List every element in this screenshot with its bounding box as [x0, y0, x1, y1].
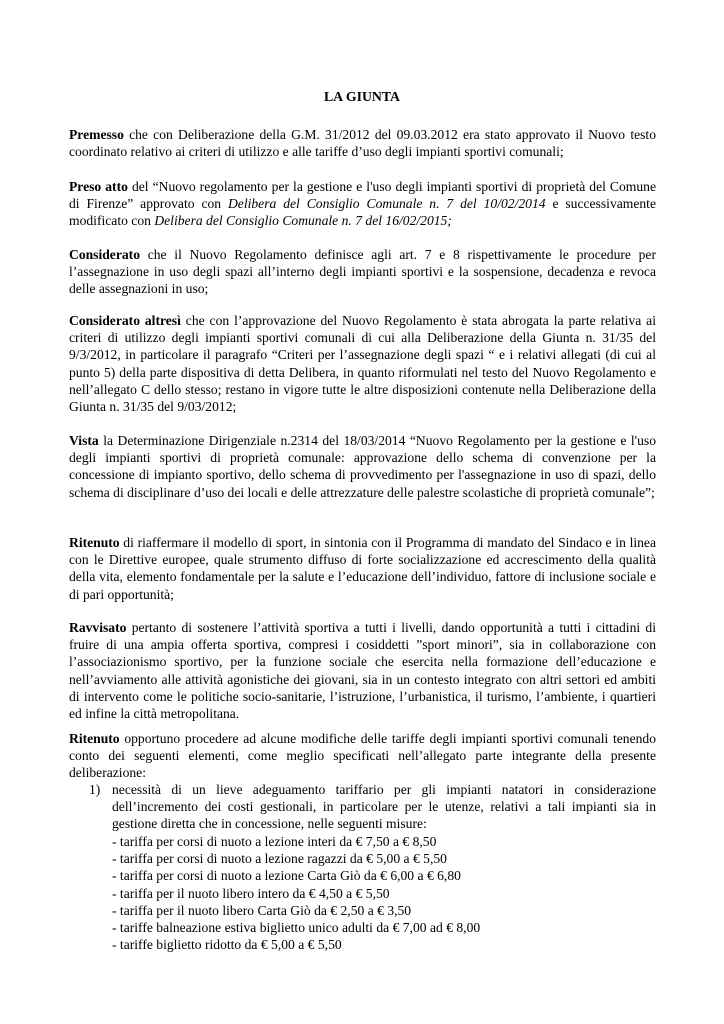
paragraph-considerato — [69, 246, 656, 298]
paragraph-lead: Ritenuto — [69, 535, 120, 550]
paragraph-ravvisato — [69, 619, 656, 722]
tariff-list-item: - tariffe biglietto ridotto da € 5,00 a € 5,50 — [112, 937, 342, 953]
delibera-reference: Delibera del Consiglio Comunale n. 7 del 16/02/2015; — [154, 213, 452, 229]
paragraph-text: che il Nuovo Regolamento definisce agli art. 7 e 8 rispettivamente le procedure per l’assegnazione in uso degli spazi all’interno degli impianti sportivi e la sospensione, decadenza e revoca delle assegnazioni in uso; — [69, 247, 656, 297]
tariff-list-item: - tariffa per corsi di nuoto a lezione interi da € 7,50 a € 8,50 — [112, 834, 437, 849]
paragraph-lead: Considerato — [69, 247, 140, 262]
paragraph-text: del “Nuovo regolamento per la gestione e l'uso degli impianti sportivi di proprietà del Comune di Firenze” approvato con — [69, 179, 657, 212]
tariff-list-item: - tariffe balneazione estiva biglietto unico adulti da € 7,00 ad € 8,00 — [112, 919, 481, 935]
list-item-text: necessità di un lieve adeguamento tariffario per gli impianti natatori in considerazione dell’incremento dei costi gestionali, in particolare per le utenze, relativi a tali impianti sia in gestione diretta che in concessione, nelle seguenti misure: — [112, 782, 656, 832]
paragraph-text: pertanto di sostenere l’attività sportiva a tutti i livelli, dando opportunità a tutti i cittadini di fruire di una ampia offerta sportiva, compresi i cosiddetti ”sport minori”, sia in collaborazione con l’associazionismo sportivo, per la funzione sociale che esercita nella formazione dell’educazione e nell’avviamento alle attività agonistiche dei giovani, sia in un contesto integrato con altri settori ed ambiti di intervento come le politiche socio-sanitarie, l’istruzione, l’urbanistica, il turismo, l’ambiente, i quartieri ed infine la città metropolitana. — [69, 620, 656, 722]
tariff-list-item: - tariffa per il nuoto libero intero da € 4,50 a € 5,50 — [112, 885, 390, 901]
paragraph-text: che con Deliberazione della G.M. 31/2012 del 09.03.2012 era stato approvato il Nuovo testo coordinato relativo ai criteri di utilizzo e alle tariffe d’uso degli impianti sportivi comunali; — [69, 127, 656, 160]
paragraph-preso-atto — [69, 178, 656, 230]
paragraph-text: opportuno procedere ad alcune modifiche delle tariffe degli impianti sportivi comunali tenendo conto dei seguenti elementi, come meglio specificati nell’allegato parte integrante della presente deliberazione: — [69, 731, 656, 781]
document-title: LA GIUNTA — [323, 89, 401, 104]
paragraph-lead: Ravvisato — [69, 620, 127, 635]
tariff-list-item: - tariffa per corsi di nuoto a lezione ragazzi da € 5,00 a € 5,50 — [112, 851, 447, 867]
paragraph-ritenuto-opportuno — [69, 730, 656, 782]
delibera-reference: Delibera del Consiglio Comunale n. 7 del 10/02/2014 — [227, 196, 546, 212]
numbered-list — [89, 781, 656, 961]
tariff-list-item: - tariffa per il nuoto libero Carta Giò da € 2,50 a € 3,50 — [112, 902, 412, 918]
paragraph-ritenuto — [69, 534, 656, 603]
paragraph-lead: Vista — [69, 433, 99, 448]
paragraph-text: che con l’approvazione del Nuovo Regolamento è stata abrogata la parte relativa ai criteri di utilizzo degli impianti sportivi comunali di cui alla Deliberazione della Giunta n. 31/35 del 9/3/2012, in particolare il paragrafo “Criteri per l’assegnazione degli spazi “ e i relativi allegati (di cui al punto 5) della parte dispositiva di detta Delibera, in quanto riformulati nel testo del Nuovo Regolamento e nell’allegato C dello stesso; restano in vigore tutte le altre disposizioni contenute nella Deliberazione della Giunta n. 31/35 del 9/03/2012; — [69, 313, 656, 415]
paragraph-text: e successivamente modificato con — [69, 196, 656, 229]
list-item-number: 1) — [89, 782, 101, 797]
paragraph-lead: Preso atto — [69, 179, 128, 194]
paragraph-vista — [69, 432, 656, 501]
paragraph-text: la Determinazione Dirigenziale n.2314 del 18/03/2014 “Nuovo Regolamento per la gestione e l'uso degli impianti sportivi di proprietà comunale: approvazione dello schema di convenzione per la concessione di impianto sportivo, dello schema di provvedimento per l'assegnazione in uso di spazi, dello schema di disciplinare d’uso dei locali e delle attrezzature delle palestre scolastiche di proprietà comunale”; — [69, 433, 656, 500]
paragraph-text: di riaffermare il modello di sport, in sintonia con il Programma di mandato del Sindaco e in linea con le Direttive europee, quale strumento diffuso di forte socializzazione ed accrescimento della qualità della vita, elemento fondamentale per la salute e l’educazione dell’individuo, fattore di inclusione sociale e di pari opportunità; — [69, 535, 656, 602]
paragraph-lead: Considerato altresì — [69, 313, 181, 328]
paragraph-lead: Premesso — [69, 127, 124, 142]
paragraph-premesso — [69, 126, 656, 160]
tariff-list-item: - tariffa per corsi di nuoto a lezione Carta Giò da € 6,00 a € 6,80 — [112, 868, 461, 884]
paragraph-lead: Ritenuto — [69, 731, 120, 746]
tariff-list — [112, 833, 656, 953]
paragraph-considerato-altresi — [69, 312, 656, 415]
